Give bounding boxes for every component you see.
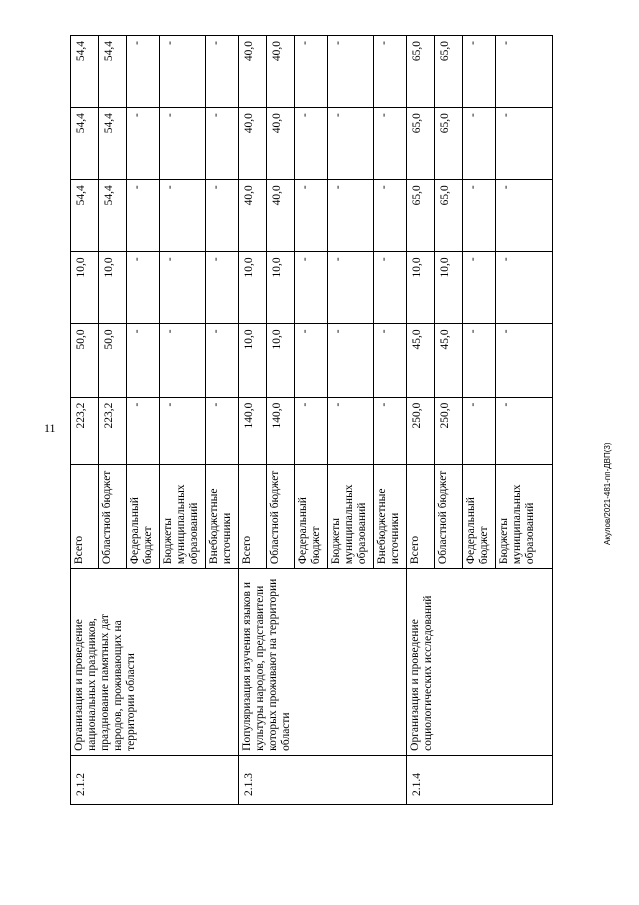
value-cell: - [328, 324, 374, 397]
value-cell: - [463, 252, 496, 324]
value-cell: 10,0 [435, 252, 463, 324]
funding-table-wrapper [70, 35, 550, 805]
value-cell: 54,4 [71, 108, 99, 180]
value-cell: - [328, 397, 374, 465]
value-cell: - [295, 252, 328, 324]
value-cell: - [160, 397, 206, 465]
value-cell: 10,0 [239, 252, 267, 324]
value-cell: 40,0 [239, 108, 267, 180]
value-cell: - [160, 180, 206, 252]
value-cell: - [463, 397, 496, 465]
table-row [239, 36, 267, 805]
item-code-cell: 2.1.2 [71, 755, 239, 804]
funding-source-cell: Всего [71, 465, 99, 569]
value-cell: - [160, 108, 206, 180]
value-cell: - [496, 180, 553, 252]
value-cell: - [374, 36, 407, 108]
value-cell: 250,0 [407, 397, 435, 465]
value-cell: - [328, 252, 374, 324]
page-number: 11 [44, 421, 56, 435]
value-cell: - [295, 397, 328, 465]
value-cell: 223,2 [99, 397, 127, 465]
value-cell: 65,0 [435, 36, 463, 108]
value-cell: 65,0 [407, 180, 435, 252]
funding-table [70, 35, 553, 805]
funding-source-cell: Бюджеты муниципальных образований [496, 465, 553, 569]
value-cell: - [295, 324, 328, 397]
value-cell: 10,0 [267, 324, 295, 397]
value-cell: 40,0 [267, 36, 295, 108]
value-cell: - [127, 180, 160, 252]
funding-source-cell: Внебюджетные источники [374, 465, 407, 569]
value-cell: 54,4 [99, 108, 127, 180]
value-cell: 54,4 [99, 180, 127, 252]
value-cell: - [463, 108, 496, 180]
value-cell: 10,0 [71, 252, 99, 324]
value-cell: - [160, 252, 206, 324]
value-cell: - [206, 108, 239, 180]
value-cell: - [374, 397, 407, 465]
value-cell: 65,0 [435, 180, 463, 252]
value-cell: 45,0 [435, 324, 463, 397]
value-cell: - [127, 324, 160, 397]
value-cell: - [206, 324, 239, 397]
item-code-cell: 2.1.3 [239, 755, 407, 804]
document-side-note: Акулов/2021-481-пп-ДВП(3) [603, 442, 612, 545]
funding-source-cell: Федеральный бюджет [127, 465, 160, 569]
value-cell: - [374, 108, 407, 180]
funding-source-cell: Областной бюджет [99, 465, 127, 569]
value-cell: - [328, 108, 374, 180]
value-cell: - [206, 36, 239, 108]
value-cell: - [295, 36, 328, 108]
value-cell: 10,0 [99, 252, 127, 324]
value-cell: - [206, 180, 239, 252]
item-name-cell: Организация и проведение социологических исследований [407, 569, 553, 756]
item-code-cell: 2.1.4 [407, 755, 553, 804]
value-cell: 40,0 [239, 180, 267, 252]
item-name-cell: Организация и проведение национальных праздников, празднование памятных дат народов, проживающих на территории области [71, 569, 239, 756]
value-cell: - [374, 252, 407, 324]
value-cell: 140,0 [267, 397, 295, 465]
value-cell: - [496, 36, 553, 108]
value-cell: 45,0 [407, 324, 435, 397]
value-cell: 50,0 [71, 324, 99, 397]
value-cell: - [496, 397, 553, 465]
value-cell: - [295, 180, 328, 252]
funding-source-cell: Всего [407, 465, 435, 569]
value-cell: 65,0 [407, 108, 435, 180]
value-cell: 65,0 [435, 108, 463, 180]
value-cell: - [374, 180, 407, 252]
value-cell: 250,0 [435, 397, 463, 465]
table-row [407, 36, 435, 805]
value-cell: - [127, 36, 160, 108]
funding-source-cell: Бюджеты муниципальных образований [328, 465, 374, 569]
value-cell: 40,0 [267, 180, 295, 252]
value-cell: - [328, 36, 374, 108]
value-cell: - [127, 108, 160, 180]
value-cell: - [496, 108, 553, 180]
value-cell: - [328, 180, 374, 252]
value-cell: 50,0 [99, 324, 127, 397]
funding-source-cell: Федеральный бюджет [463, 465, 496, 569]
value-cell: 54,4 [71, 36, 99, 108]
funding-source-cell: Федеральный бюджет [295, 465, 328, 569]
value-cell: 65,0 [407, 36, 435, 108]
value-cell: - [127, 252, 160, 324]
value-cell: - [463, 36, 496, 108]
value-cell: - [206, 252, 239, 324]
value-cell: 10,0 [407, 252, 435, 324]
table-row [71, 36, 99, 805]
value-cell: - [496, 324, 553, 397]
value-cell: 10,0 [239, 324, 267, 397]
value-cell: 54,4 [99, 36, 127, 108]
funding-source-cell: Областной бюджет [267, 465, 295, 569]
value-cell: 40,0 [267, 108, 295, 180]
value-cell: - [160, 36, 206, 108]
value-cell: - [374, 324, 407, 397]
funding-source-cell: Бюджеты муниципальных образований [160, 465, 206, 569]
funding-source-cell: Областной бюджет [435, 465, 463, 569]
funding-source-cell: Внебюджетные источники [206, 465, 239, 569]
value-cell: - [160, 324, 206, 397]
value-cell: - [295, 108, 328, 180]
value-cell: 223,2 [71, 397, 99, 465]
value-cell: 54,4 [71, 180, 99, 252]
item-name-cell: Популяризация изучения языков и культуры народов, представители которых проживают на территории области [239, 569, 407, 756]
value-cell: 10,0 [267, 252, 295, 324]
value-cell: - [127, 397, 160, 465]
value-cell: - [496, 252, 553, 324]
value-cell: - [206, 397, 239, 465]
funding-table-body [71, 36, 553, 805]
value-cell: - [463, 324, 496, 397]
value-cell: 40,0 [239, 36, 267, 108]
funding-source-cell: Всего [239, 465, 267, 569]
value-cell: - [463, 180, 496, 252]
value-cell: 140,0 [239, 397, 267, 465]
